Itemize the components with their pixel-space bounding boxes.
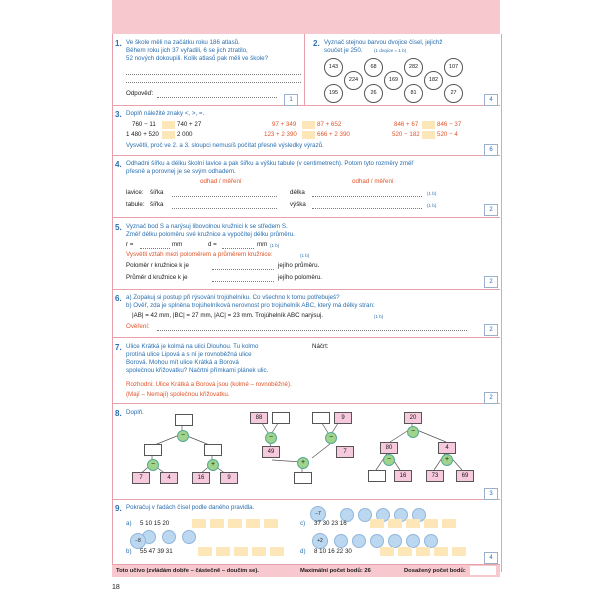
task-text: Vysvětli, proč ve 2. a 3. sloupci nemusíš počítat přesně výsledky výrazů. [126,142,324,149]
answer-blank[interactable] [416,547,430,556]
number-circle[interactable]: 182 [424,71,443,90]
row-label: tabule: [126,201,145,208]
number-circle[interactable]: 282 [404,58,423,77]
rule-label: −8 [130,533,146,549]
footer-achieved-points: Dosažený počet bodů: [404,568,466,574]
answer-blank[interactable] [198,547,212,556]
number-circle[interactable]: 27 [444,84,463,103]
number-box: 49 [262,446,280,458]
rule-label: +2 [312,533,328,549]
rule-bubble[interactable] [424,534,438,548]
answer-blank[interactable] [434,547,448,556]
number-box: 4 [160,472,178,484]
number-box: 88 [250,412,268,424]
task-text: Ulice Krátká je kolmá na ulici Dlouhou. Tu kolmo [126,343,259,350]
score-box: 4 [484,552,498,564]
rule-bubble[interactable] [182,530,196,544]
measure-field[interactable] [312,208,422,209]
task-text: Pokračuj v řadách čísel podle daného pravidla. [126,504,255,511]
task-text: b) Ověř, zda je splněna trojúhelníková nerovnost pro trojúhelník ABC, který má délky stran: [126,302,375,309]
number-circle[interactable]: 224 [344,71,363,90]
number-box: 9 [334,412,352,424]
expression: 760 − 11 [132,121,156,128]
sequence: 5 10 15 20 [140,520,170,527]
task-number: 2. [313,39,320,48]
radius-field[interactable] [140,248,170,249]
rule-bubble[interactable] [334,534,348,548]
task-number: 5. [115,223,122,232]
sketch-label: Náčrt: [312,343,329,350]
task-6 [112,290,500,338]
answer-blank[interactable] [252,547,266,556]
field-label: výška [290,201,306,208]
row-letter: c) [300,520,306,527]
number-box: 20 [404,412,422,424]
points-note: (1 b) [427,203,437,208]
diameter-field[interactable] [222,248,254,249]
task-9 [112,500,500,565]
sign-field[interactable] [422,131,435,139]
number-circle[interactable]: 143 [324,58,343,77]
task-text: a) Zopakuj si postup při rýsování trojúhelníku. Co všechno k tomu potřebuješ? [126,294,340,301]
task-5 [112,218,500,290]
minus-op: − [177,430,189,442]
answer-blank[interactable] [210,519,224,528]
task-text: Doplň. [126,409,144,416]
expression: 97 + 349 [272,121,297,128]
task-text: protíná ulice Lipová a s ní je rovnoběžná ulice [126,351,252,358]
task-text: Odhadni šířku a délku školní lavice a pak šířku a výšku tabule (v centimetrech). Potom tyto rozměry změř [126,160,414,167]
task-4 [112,156,500,218]
answer-box[interactable] [368,470,386,482]
points-note: (1 b) [427,191,437,196]
answer-blank[interactable] [370,519,384,528]
task-text: Změř délku poloměru své kružnice a vypočítej délku průměru. [126,231,295,238]
minus-op: − [147,459,159,471]
task-text: přesně a porovnej je se svým odhadem. [126,168,236,175]
task-8 [112,404,500,500]
task-text: Vysvětli vztah mezi poloměrem a průměrem kružnice: [126,251,273,258]
expression: 666 + 2 390 [317,131,350,138]
task-text: Borová. Mohou mít ulice Krátká a Borová [126,359,239,366]
verify-field[interactable] [157,330,467,331]
task-text: součet je 250. [324,47,363,54]
footer-max-points: Maximální počet bodů: 26 [300,568,371,574]
column-header: odhad / měření [352,178,394,185]
minus-op: − [383,454,395,466]
number-box: 80 [380,442,398,454]
field-label: délka [290,189,305,196]
score-box: 3 [484,488,498,500]
number-box: 69 [456,470,474,482]
expression: 123 + 2 390 [264,131,297,138]
sign-field[interactable] [162,121,175,129]
answer-blank[interactable] [406,519,420,528]
header-band [112,0,500,34]
answer-box[interactable] [272,412,290,424]
sequence: 8 10 16 22 30 [314,548,352,555]
footer-self-assessment: Toto učivo (zvládám dobře – částečně – doučím se). [116,568,259,574]
task-number: 7. [115,343,122,352]
points-note: (1 dvojice = 1 b) [374,48,407,53]
sentence: jejího poloměru. [278,274,323,281]
task-number: 4. [115,160,122,169]
rule-bubble[interactable] [352,534,366,548]
expression: 846 + 67 [394,121,419,128]
answer-blank[interactable] [452,547,466,556]
answer-blank[interactable] [228,519,242,528]
task-text: Během roku jich 37 vyřadili, 6 se jich ztratilo, [126,47,248,54]
answer-box[interactable] [175,414,193,426]
score-box: 1 [284,94,298,106]
points-note: (1 b) [374,314,384,319]
answer-blank[interactable] [398,547,412,556]
task-text: Vyznač stejnou barvou dvojice čísel, jejichž [324,39,443,46]
rule-bubble[interactable] [370,534,384,548]
answer-field[interactable] [157,97,277,98]
minus-op: − [265,432,277,444]
unit: mm [257,241,268,248]
minus-op: − [407,426,419,438]
answer-box[interactable] [312,412,330,424]
rule-bubble[interactable] [406,534,420,548]
answer-blank[interactable] [216,547,230,556]
minus-op: − [325,432,337,444]
number-circle[interactable]: 68 [364,58,383,77]
task-1-2 [112,34,500,106]
expression: 1 480 + 520 [126,131,159,138]
field-label: d = [208,241,217,248]
expression: 520 − 182 [392,131,420,138]
answer-line[interactable] [126,82,301,83]
plus-op: + [297,457,309,469]
expression: 87 + 652 [317,121,342,128]
number-box: 7 [336,446,354,458]
score-box: 2 [484,204,498,216]
rule-bubble[interactable] [162,530,176,544]
sign-field[interactable] [422,121,435,129]
score-box: 2 [484,324,498,336]
sentence: Průměr d kružnice k je [126,274,188,281]
verify-label: Ověření: [126,323,150,330]
task-text: Doplň náležité znaky <, >, =. [126,110,205,117]
task-text: Ve škole měli na začátku roku 186 atlasů. [126,39,240,46]
column-header: odhad / měření [200,178,242,185]
number-box: 4 [438,442,456,454]
answer-blank[interactable] [264,519,278,528]
page-number: 18 [112,584,120,591]
task-text: 52 nových dokoupili. Kolik atlasů pak měli ve škole? [126,55,269,62]
answer-line[interactable] [126,74,301,75]
task-3 [112,106,500,156]
answer-blank[interactable] [246,519,260,528]
sentence: |AB| = 42 mm, |BC| = 27 mm, |AC| = 23 mm. Trojúhelník ABC narýsuj. [132,312,324,319]
measure-field[interactable] [172,208,277,209]
sign-field[interactable] [302,121,315,129]
score-box: 2 [484,276,498,288]
score-box: 2 [484,392,498,404]
answer-blank[interactable] [388,519,402,528]
measure-field[interactable] [312,196,422,197]
unit: mm [172,241,183,248]
points-note: (1 b) [270,243,280,248]
plus-op: + [207,459,219,471]
answer-blank[interactable] [192,519,206,528]
number-circle[interactable]: 81 [404,84,423,103]
number-box: 16 [192,472,210,484]
expression: 2 000 [177,131,193,138]
task-7 [112,338,500,404]
score-box: 4 [484,94,498,106]
plus-op: + [441,454,453,466]
answer-blank[interactable] [424,519,438,528]
number-box: 16 [394,470,412,482]
field-label: r = [126,241,134,248]
field-label: šířka [150,201,164,208]
number-box: 9 [220,472,238,484]
sequence: 37 30 23 16 [314,520,347,527]
task-text: společnou křižovatku? Načrtni přímkami plánek ulic. [126,367,269,374]
sign-field[interactable] [162,131,175,139]
answer-blank[interactable] [442,519,456,528]
achieved-points-field[interactable] [470,566,496,575]
number-box: 7 [132,472,150,484]
answer-field[interactable] [212,269,274,270]
task-number: 9. [115,504,122,513]
number-circle[interactable]: 107 [444,58,463,77]
row-letter: a) [126,520,132,527]
task-text: Vyznač bod S a narýsuj libovolnou kružnici k se středem S. [126,223,288,230]
expression: 740 + 27 [177,121,202,128]
task-number: 6. [115,294,122,303]
task-number: 8. [115,409,122,418]
score-box: 6 [484,144,498,156]
answer-box[interactable] [144,444,162,456]
measure-field[interactable] [172,196,277,197]
number-circle[interactable]: 169 [384,71,403,90]
number-box: 73 [426,470,444,482]
field-label: šířka [150,189,164,196]
answer-blank[interactable] [380,547,394,556]
expression: 520 − 4 [437,131,458,138]
sentence: jejího průměru. [278,262,320,269]
decide-text: (Mají – Nemají) společnou křižovatku. [126,391,230,398]
rule-label: −7 [310,506,326,522]
decide-text: Rozhodni: Ulice Krátká a Borová jsou (kolmé – rovnoběžné). [126,381,292,388]
answer-blank[interactable] [234,547,248,556]
answer-blank[interactable] [270,547,284,556]
answer-box[interactable] [204,444,222,456]
expression: 846 − 37 [437,121,462,128]
answer-box[interactable] [294,472,312,484]
row-label: lavice: [126,189,144,196]
answer-label: Odpověď: [126,90,154,97]
sign-field[interactable] [302,131,315,139]
rule-bubble[interactable] [388,534,402,548]
answer-field[interactable] [212,281,274,282]
task-number: 3. [115,110,122,119]
number-circle[interactable]: 195 [324,84,343,103]
task-number: 1. [115,39,122,48]
footer-bar [112,565,500,577]
sentence: Poloměr r kružnice k je [126,262,189,269]
number-circle[interactable]: 26 [364,84,383,103]
sequence: 55 47 39 31 [140,548,173,555]
points-note: (1 b) [300,253,310,258]
row-letter: d) [300,548,306,555]
row-letter: b) [126,548,132,555]
